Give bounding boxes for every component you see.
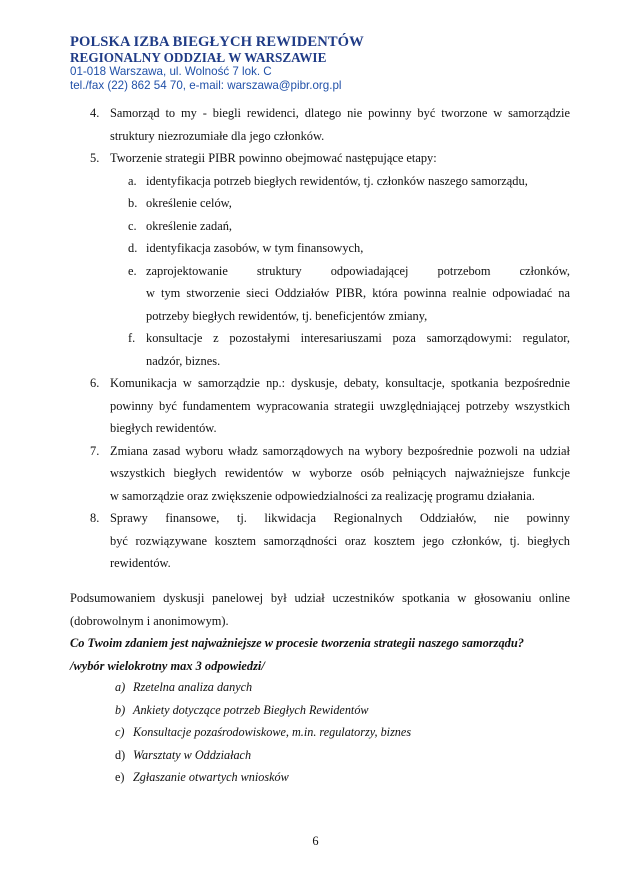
list-item-8 [70,507,570,575]
page-number: 6 [312,834,319,848]
poll-instruction: /wybór wielokrotny max 3 odpowiedzi/ [70,658,265,673]
item-number: 8. [90,511,100,525]
answer-b [110,699,510,722]
item-text-line: być rozwiązywane kosztem samorządności oraz kosztem jego członków, tj. biegłych [110,533,570,548]
item-text-line: Zmiana zasad wyboru władz samorządowych na wybory bezpośrednie pozwoli na udział [110,443,570,458]
sub-item-text: konsultacje z pozostałymi interesariuszami poza samorządowymi: regulator, [146,331,570,345]
sub-item-e [70,260,570,328]
list-item-6 [70,372,570,440]
item-text-line: biegłych rewidentów. [110,421,217,435]
sub-item-label: b. [128,196,138,210]
answer-label: e) [115,770,125,784]
answer-e [110,766,510,789]
item-text-line: rewidentów. [110,556,171,570]
poll-answers [110,676,510,789]
sub-item-text: potrzeby biegłych rewidentów, tj. beneficjentów zmiany, [146,308,428,323]
answer-text: Warsztaty w Oddziałach [133,747,252,762]
item-number: 7. [90,443,100,458]
sub-item-text: określenie zadań, [146,218,233,233]
sub-item-f [70,327,570,372]
sub-item-text: określenie celów, [146,196,232,210]
item-text-line: Samorząd to my - biegli rewidenci, dlatego nie powinny być tworzone w samorządzie [110,106,570,120]
sub-item-label: d. [128,241,138,255]
organization-name: POLSKA IZBA BIEGŁYCH REWIDENTÓW [70,34,364,50]
item-text-line: Komunikacja w samorządzie np.: dyskusje, debaty, konsultacje, spotkania bezpośrednie [110,376,570,390]
sub-item-label: a. [128,173,137,188]
address: 01-018 Warszawa, ul. Wolność 7 lok. C [70,65,272,78]
answer-text: Rzetelna analiza danych [133,680,253,694]
summary-paragraph [70,587,570,677]
answer-a [110,676,510,699]
item-number: 4. [90,106,100,120]
sub-item-text: zaprojektowanie struktury odpowiadającej potrzebom członków, [146,263,570,278]
sub-item-text: identyfikacja potrzeb biegłych rewidentów, tj. członków naszego samorządu, [146,173,528,188]
sub-item-text: w tym stworzenie sieci Oddziałów PIBR, która powinna realnie odpowiadać na [146,286,570,300]
answer-label: d) [115,747,126,762]
item-number: 6. [90,376,100,390]
list-item-5 [70,147,570,170]
numbered-list [70,102,570,575]
sub-item-text: nadzór, biznes. [146,353,221,368]
list-item-7 [70,440,570,508]
item-text-line: Tworzenie strategii PIBR powinno obejmować następujące etapy: [110,151,437,165]
sub-item-label: f. [128,331,136,345]
sub-item-label: c. [128,218,137,233]
sub-item-a [70,170,570,193]
sub-item-b [70,192,570,215]
item-text-line: Sprawy finansowe, tj. likwidacja Regionalnych Oddziałów, nie powinny [110,511,570,525]
sub-item-c [70,215,570,238]
item-number: 5. [90,151,100,165]
sub-item-d [70,237,570,260]
poll-question: Co Twoim zdaniem jest najważniejsze w procesie tworzenia strategii naszego samorządu? [70,636,524,650]
answer-label: c) [115,725,125,739]
answer-label: b) [115,702,126,717]
answer-text: Zgłaszanie otwartych wniosków [133,770,289,784]
contact-info: tel./fax (22) 862 54 70, e-mail: warszawa@pibr.org.pl [70,79,342,92]
summary-line: Podsumowaniem dyskusji panelowej był udział uczestników spotkania w głosowaniu online [70,591,570,605]
item-text-line: wszystkich biegłych rewidentów w wyborze osób pełniących najważniejsze funkcje [110,466,570,480]
sub-item-label: e. [128,263,137,278]
summary-line: (dobrowolnym i anonimowym). [70,613,229,628]
item-text-line: powinny być fundamentem wypracowania strategii uwzględniającej potrzeby wszystkich [110,398,570,413]
answer-d [110,744,510,767]
sub-item-text: identyfikacja zasobów, w tym finansowych, [146,241,364,255]
item-text-line: struktury niezrozumiałe dla jego członków. [110,128,325,143]
answer-label: a) [115,680,126,694]
answer-text: Ankiety dotyczące potrzeb Biegłych Rewidentów [133,702,369,717]
answer-c [110,721,510,744]
item-text-line: w samorządzie oraz zwiększenie odpowiedzialności za realizację programu działania. [110,488,535,503]
letterhead [70,34,364,93]
answer-text: Konsultacje pozaśrodowiskowe, m.in. regulatorzy, biznes [133,725,412,739]
branch-name: REGIONALNY ODDZIAŁ W WARSZAWIE [70,50,327,65]
list-item-4 [70,102,570,147]
